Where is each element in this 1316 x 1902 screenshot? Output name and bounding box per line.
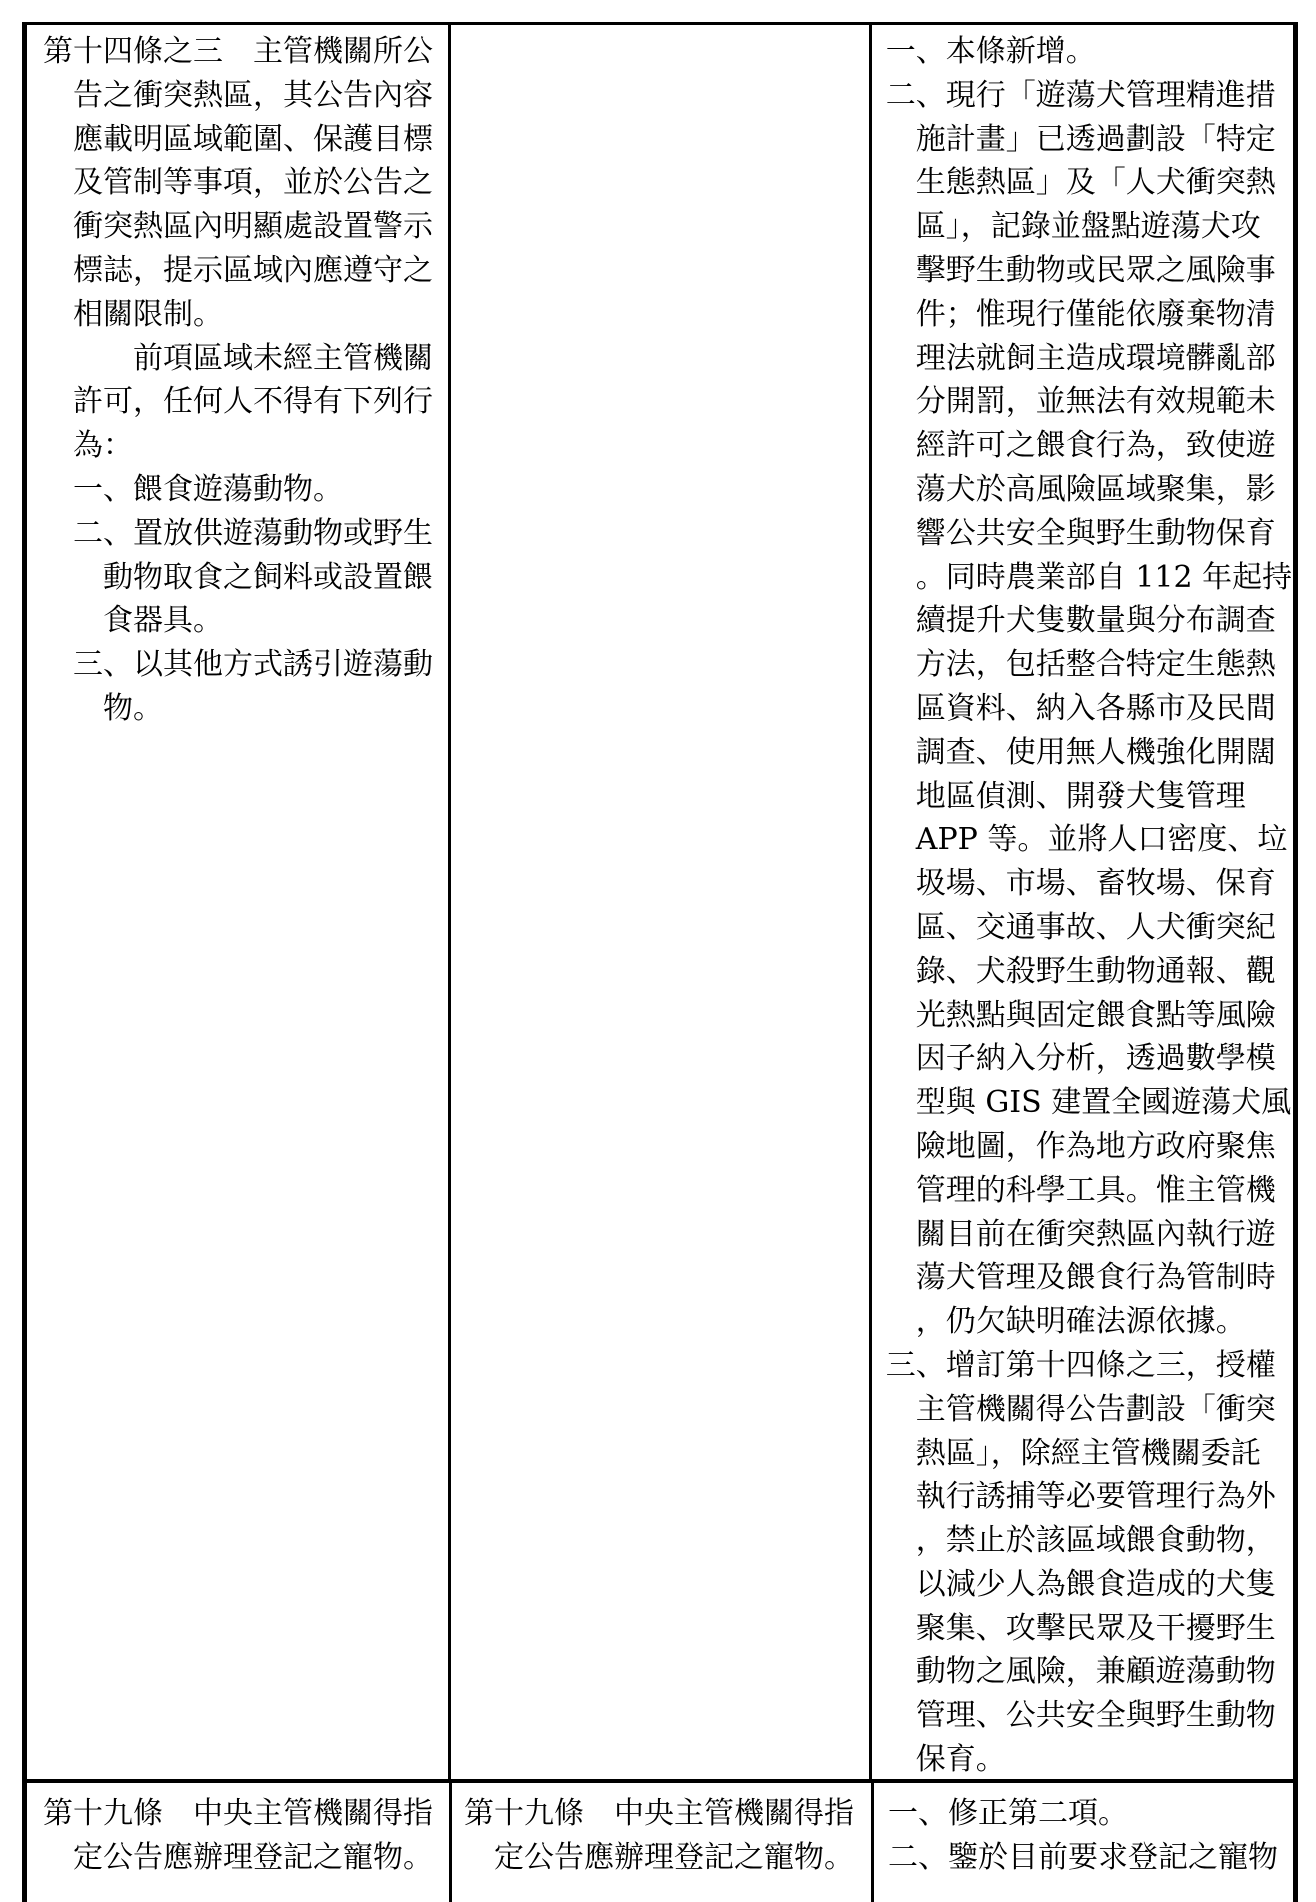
text-line: 衝突熱區內明顯處設置警示	[73, 209, 433, 245]
text-line: 一、修正第二項。	[888, 1796, 1128, 1831]
text-line: 管理的科學工具。惟主管機	[915, 1172, 1276, 1208]
text-line: 方法，包括整合特定生態熱	[915, 647, 1276, 683]
explanation-cell	[872, 25, 1293, 1779]
current-article-cell	[452, 1783, 874, 1902]
text-line: 錄、犬殺野生動物通報、觀	[915, 953, 1276, 989]
text-line: 件；惟現行僅能依廢棄物清	[915, 296, 1276, 332]
text-line: 分開罰，並無法有效規範未	[915, 384, 1276, 420]
text-line: 二、現行「遊蕩犬管理精進措	[885, 77, 1276, 113]
text-line: 響公共安全與野生動物保育	[915, 515, 1276, 551]
text-line: 險地圖，作為地方政府聚焦	[915, 1128, 1276, 1164]
text-line: 關目前在衝突熱區內執行遊	[915, 1216, 1276, 1252]
text-line: 為：	[73, 428, 133, 464]
text-line: 定公告應辦理登記之寵物。	[494, 1839, 854, 1875]
text-line: 區」，記錄並盤點遊蕩犬攻	[915, 209, 1261, 245]
text-line: 生態熱區」及「人犬衝突熱	[915, 165, 1276, 201]
text-line: 熱區」，除經主管機關委託	[915, 1435, 1261, 1471]
text-line: 告之衝突熱區，其公告內容	[73, 77, 433, 113]
table-row	[27, 1783, 1293, 1902]
text-line: 前項區域未經主管機關	[133, 340, 433, 376]
table-row	[27, 25, 1293, 1783]
amended-article-cell	[27, 1783, 452, 1902]
text-line: 動物之風險，兼顧遊蕩動物	[915, 1654, 1276, 1690]
text-line: 型與 GIS 建置全國遊蕩犬風	[915, 1085, 1292, 1121]
text-line: 圾場、市場、畜牧場、保育	[915, 866, 1276, 902]
text-line: 蕩犬管理及餵食行為管制時	[915, 1260, 1276, 1296]
text-line: 以減少人為餵食造成的犬隻	[915, 1566, 1276, 1602]
text-line: 經許可之餵食行為，致使遊	[915, 428, 1276, 464]
text-line: 主管機關得公告劃設「衝突	[915, 1391, 1276, 1427]
text-line: 應載明區域範圍、保護目標	[73, 121, 433, 157]
text-line: 二、置放供遊蕩動物或野生	[73, 515, 433, 551]
text-line: 執行誘捕等必要管理行為外	[915, 1479, 1276, 1515]
text-line: 保育。	[915, 1742, 1006, 1778]
text-line: 相關限制。	[73, 296, 223, 332]
text-line: 三、以其他方式誘引遊蕩動	[73, 647, 433, 683]
text-line: 物。	[103, 690, 163, 726]
text-line: ，禁止於該區域餵食動物，	[915, 1523, 1276, 1559]
text-line: 。同時農業部自 112 年起持	[915, 559, 1293, 595]
text-line: 食器具。	[103, 603, 223, 639]
amended-article-cell	[27, 25, 451, 1779]
text-line: 定公告應辦理登記之寵物。	[73, 1839, 433, 1875]
text-line: 擊野生動物或民眾之風險事	[915, 252, 1276, 288]
text-line: 一、餵食遊蕩動物。	[73, 471, 343, 507]
text-line: 二、鑒於目前要求登記之寵物	[888, 1839, 1278, 1875]
text-line: 許可，任何人不得有下列行	[73, 384, 433, 420]
text-line: 管理、公共安全與野生動物	[915, 1698, 1276, 1734]
text-line: 聚集、攻擊民眾及干擾野生	[915, 1610, 1276, 1646]
text-line: 動物取食之飼料或設置餵	[103, 559, 433, 595]
text-line: 第十四條之三 主管機關所公	[43, 34, 433, 69]
text-line: 第十九條 中央主管機關得指	[43, 1796, 433, 1831]
current-article-cell	[451, 25, 872, 1779]
text-line: 地區偵測、開發犬隻管理	[915, 778, 1246, 814]
text-line: ，仍欠缺明確法源依據。	[915, 1304, 1246, 1340]
text-line: 區資料、納入各縣市及民間	[915, 690, 1276, 726]
text-line: 三、增訂第十四條之三，授權	[885, 1347, 1276, 1383]
text-line: 理法就飼主造成環境髒亂部	[915, 340, 1276, 376]
text-line: 標誌，提示區域內應遵守之	[73, 252, 433, 288]
explanation-cell	[874, 1783, 1293, 1902]
text-line: 第十九條 中央主管機關得指	[464, 1796, 854, 1831]
text-line: 因子納入分析，透過數學模	[915, 1041, 1276, 1077]
comparison-table	[22, 22, 1298, 1902]
text-line: 及管制等事項，並於公告之	[73, 165, 433, 201]
text-line: 調查、使用無人機強化開闊	[915, 734, 1276, 770]
text-line: 區、交通事故、人犬衝突紀	[915, 909, 1276, 945]
text-line: 續提升犬隻數量與分布調查	[915, 603, 1276, 639]
text-line: 一、本條新增。	[885, 34, 1096, 69]
text-line: APP 等。並將人口密度、垃	[915, 822, 1288, 858]
text-line: 光熱點與固定餵食點等風險	[915, 997, 1276, 1033]
text-line: 施計畫」已透過劃設「特定	[915, 121, 1276, 157]
text-line: 蕩犬於高風險區域聚集，影	[915, 471, 1276, 507]
